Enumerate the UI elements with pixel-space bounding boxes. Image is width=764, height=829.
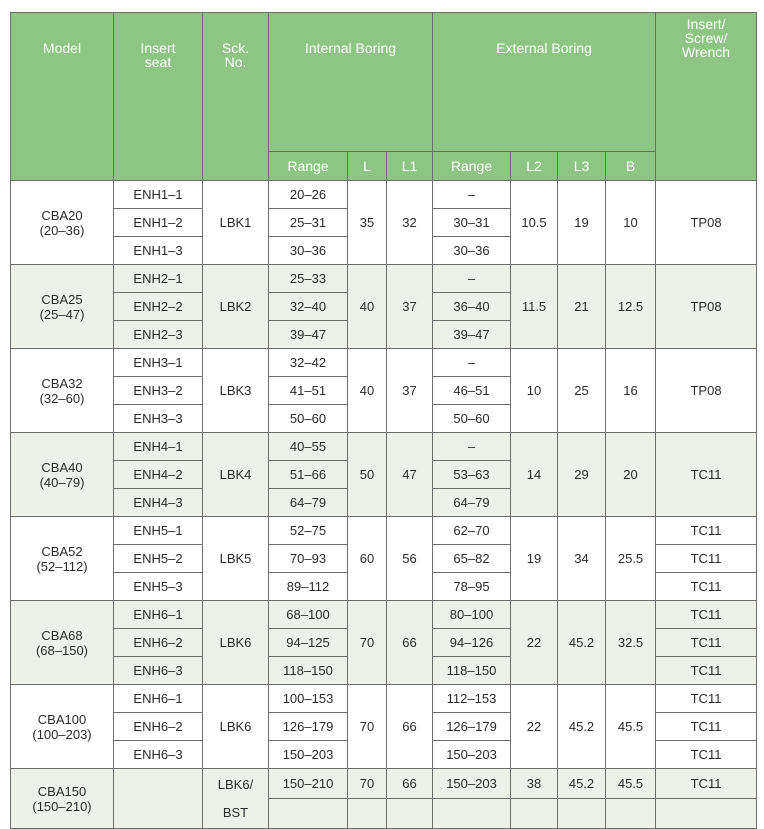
b-cell: 20 [606, 433, 656, 517]
ext-range-cell: 53–63 [433, 461, 511, 489]
ext-range-cell: 30–31 [433, 209, 511, 237]
table-header [11, 13, 757, 181]
l2-cell: 14 [511, 433, 558, 517]
ext-range-cell: 46–51 [433, 377, 511, 405]
insert-seat-cell: ENH6–3 [114, 741, 203, 769]
l1-cell: 32 [387, 181, 433, 265]
int-range-cell: 39–47 [269, 321, 348, 349]
l1-cell: 47 [387, 433, 433, 517]
insert-seat-cell: ENH2–2 [114, 293, 203, 321]
sck-cell: LBK6/ BST [203, 769, 269, 829]
l1-cell: 56 [387, 517, 433, 601]
int-range-cell: 118–150 [269, 657, 348, 685]
b-cell: 12.5 [606, 265, 656, 349]
l-cell: 40 [348, 349, 387, 433]
insert-seat-cell: ENH6–2 [114, 713, 203, 741]
l-cell: 50 [348, 433, 387, 517]
l3-cell: 21 [558, 265, 606, 349]
tool-cell: TP08 [656, 181, 757, 265]
insert-seat-cell: ENH1–3 [114, 237, 203, 265]
header-int-range: Range [269, 152, 348, 181]
l2-cell: 10.5 [511, 181, 558, 265]
empty-cell [269, 799, 348, 829]
ext-range-cell: 126–179 [433, 713, 511, 741]
tool-cell: TC11 [656, 685, 757, 713]
tool-cell: TC11 [656, 433, 757, 517]
ext-range-cell: 39–47 [433, 321, 511, 349]
l3-cell: 45.2 [558, 601, 606, 685]
l3-cell: 19 [558, 181, 606, 265]
insert-seat-cell: ENH5–1 [114, 517, 203, 545]
l2-cell: 22 [511, 601, 558, 685]
insert-seat-cell: ENH3–2 [114, 377, 203, 405]
tool-cell: TC11 [656, 713, 757, 741]
l1-cell: 66 [387, 601, 433, 685]
int-range-cell: 52–75 [269, 517, 348, 545]
ext-range-cell: 78–95 [433, 573, 511, 601]
l-cell: 70 [348, 685, 387, 769]
l-cell: 40 [348, 265, 387, 349]
model-cell: CBA52 (52–112) [11, 517, 114, 601]
ext-range-cell: 112–153 [433, 685, 511, 713]
int-range-cell: 51–66 [269, 461, 348, 489]
header-external-boring: External Boring [433, 13, 656, 152]
table-row [11, 601, 757, 629]
header-model: Model [11, 13, 114, 181]
b-cell: 45.5 [606, 769, 656, 799]
empty-cell [348, 799, 387, 829]
ext-range-cell: – [433, 349, 511, 377]
l-cell: 60 [348, 517, 387, 601]
sck-cell: LBK1 [203, 181, 269, 265]
sck-cell: LBK4 [203, 433, 269, 517]
tool-cell: TC11 [656, 517, 757, 545]
model-cell: CBA20 (20–36) [11, 181, 114, 265]
l-cell: 35 [348, 181, 387, 265]
empty-cell [606, 799, 656, 829]
sck-cell: LBK5 [203, 517, 269, 601]
insert-seat-cell: ENH2–1 [114, 265, 203, 293]
spec-table-container [10, 12, 756, 829]
b-cell: 45.5 [606, 685, 656, 769]
tool-cell: TC11 [656, 769, 757, 799]
table-body [11, 181, 757, 829]
ext-range-cell: 150–203 [433, 769, 511, 799]
tool-cell: TC11 [656, 657, 757, 685]
model-cell: CBA32 (32–60) [11, 349, 114, 433]
insert-seat-cell: ENH4–3 [114, 489, 203, 517]
table-row [11, 769, 757, 799]
tool-cell: TP08 [656, 265, 757, 349]
insert-seat-cell: ENH6–1 [114, 685, 203, 713]
header-insert-screw-wrench: Insert/ Screw/ Wrench [656, 13, 757, 181]
l1-cell: 66 [387, 769, 433, 799]
ext-range-cell: 64–79 [433, 489, 511, 517]
l1-cell: 37 [387, 265, 433, 349]
l-cell: 70 [348, 601, 387, 685]
header-sck-no: Sck. No. [203, 13, 269, 181]
insert-seat-cell: ENH4–1 [114, 433, 203, 461]
insert-seat-cell: ENH6–1 [114, 601, 203, 629]
l1-cell: 66 [387, 685, 433, 769]
ext-range-cell: 118–150 [433, 657, 511, 685]
model-cell: CBA150 (150–210) [11, 769, 114, 829]
l3-cell: 34 [558, 517, 606, 601]
int-range-cell: 64–79 [269, 489, 348, 517]
table-row [11, 685, 757, 713]
int-range-cell: 50–60 [269, 405, 348, 433]
l2-cell: 38 [511, 769, 558, 799]
insert-seat-cell: ENH1–1 [114, 181, 203, 209]
insert-seat-cell: ENH6–2 [114, 629, 203, 657]
b-cell: 16 [606, 349, 656, 433]
insert-seat-cell: ENH5–3 [114, 573, 203, 601]
b-cell: 32.5 [606, 601, 656, 685]
model-cell: CBA68 (68–150) [11, 601, 114, 685]
tool-cell: TC11 [656, 545, 757, 573]
header-l3: L3 [558, 152, 606, 181]
header-l1: L1 [387, 152, 433, 181]
int-range-cell: 41–51 [269, 377, 348, 405]
header-l2: L2 [511, 152, 558, 181]
ext-range-cell: 30–36 [433, 237, 511, 265]
model-cell: CBA25 (25–47) [11, 265, 114, 349]
empty-cell [558, 799, 606, 829]
int-range-cell: 94–125 [269, 629, 348, 657]
insert-seat-cell: ENH3–1 [114, 349, 203, 377]
int-range-cell: 70–93 [269, 545, 348, 573]
int-range-cell: 32–42 [269, 349, 348, 377]
tool-cell: TC11 [656, 601, 757, 629]
header-insert-seat: Insert seat [114, 13, 203, 181]
ext-range-cell: 50–60 [433, 405, 511, 433]
ext-range-cell: 80–100 [433, 601, 511, 629]
empty-cell [656, 799, 757, 829]
int-range-cell: 126–179 [269, 713, 348, 741]
sck-cell: LBK3 [203, 349, 269, 433]
int-range-cell: 150–203 [269, 741, 348, 769]
l-cell: 70 [348, 769, 387, 799]
int-range-cell: 40–55 [269, 433, 348, 461]
insert-seat-cell: ENH3–3 [114, 405, 203, 433]
header-internal-boring: Internal Boring [269, 13, 433, 152]
model-cell: CBA100 (100–203) [11, 685, 114, 769]
int-range-cell: 68–100 [269, 601, 348, 629]
tool-cell: TC11 [656, 629, 757, 657]
table-row [11, 433, 757, 461]
ext-range-cell: 94–126 [433, 629, 511, 657]
header-ext-range: Range [433, 152, 511, 181]
header-b: B [606, 152, 656, 181]
tool-cell: TP08 [656, 349, 757, 433]
table-row [11, 349, 757, 377]
tool-cell: TC11 [656, 741, 757, 769]
ext-range-cell: 65–82 [433, 545, 511, 573]
b-cell: 10 [606, 181, 656, 265]
table-row [11, 265, 757, 293]
empty-cell [387, 799, 433, 829]
sck-cell: LBK6 [203, 685, 269, 769]
insert-seat-cell: ENH1–2 [114, 209, 203, 237]
model-cell: CBA40 (40–79) [11, 433, 114, 517]
ext-range-cell: – [433, 265, 511, 293]
int-range-cell: 150–210 [269, 769, 348, 799]
insert-seat-cell: ENH5–2 [114, 545, 203, 573]
ext-range-cell: 36–40 [433, 293, 511, 321]
insert-seat-cell: ENH2–3 [114, 321, 203, 349]
tool-cell: TC11 [656, 573, 757, 601]
ext-range-cell: – [433, 181, 511, 209]
spec-table [10, 12, 757, 829]
l2-cell: 11.5 [511, 265, 558, 349]
l1-cell: 37 [387, 349, 433, 433]
header-l: L [348, 152, 387, 181]
table-row [11, 517, 757, 545]
insert-seat-cell: ENH6–3 [114, 657, 203, 685]
l3-cell: 45.2 [558, 685, 606, 769]
int-range-cell: 100–153 [269, 685, 348, 713]
ext-range-cell: 150–203 [433, 741, 511, 769]
int-range-cell: 89–112 [269, 573, 348, 601]
sck-cell: LBK2 [203, 265, 269, 349]
insert-seat-cell: ENH4–2 [114, 461, 203, 489]
sck-cell: LBK6 [203, 601, 269, 685]
table-row [11, 181, 757, 209]
int-range-cell: 25–33 [269, 265, 348, 293]
int-range-cell: 30–36 [269, 237, 348, 265]
int-range-cell: 25–31 [269, 209, 348, 237]
int-range-cell: 32–40 [269, 293, 348, 321]
l2-cell: 10 [511, 349, 558, 433]
l3-cell: 25 [558, 349, 606, 433]
ext-range-cell: 62–70 [433, 517, 511, 545]
ext-range-cell: – [433, 433, 511, 461]
l3-cell: 45.2 [558, 769, 606, 799]
l2-cell: 22 [511, 685, 558, 769]
l3-cell: 29 [558, 433, 606, 517]
int-range-cell: 20–26 [269, 181, 348, 209]
b-cell: 25.5 [606, 517, 656, 601]
l2-cell: 19 [511, 517, 558, 601]
empty-cell [511, 799, 558, 829]
insert-seat-cell [114, 769, 203, 829]
empty-cell [433, 799, 511, 829]
